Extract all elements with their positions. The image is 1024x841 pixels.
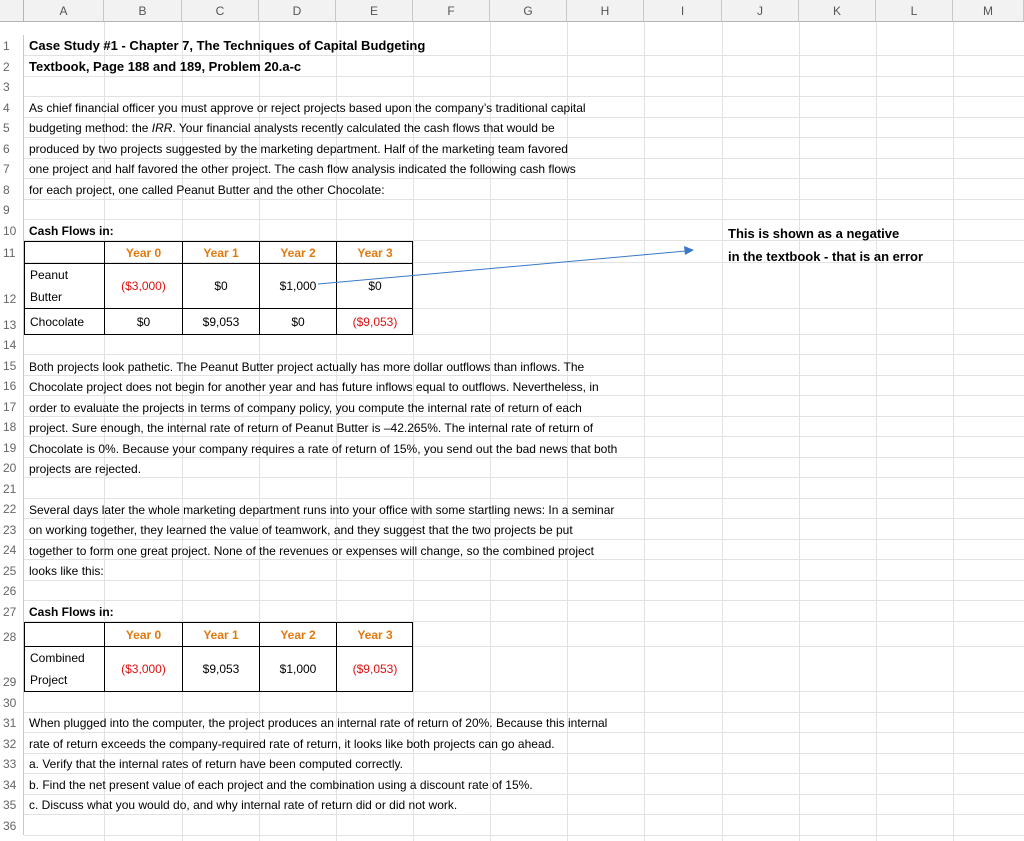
intro-line-3: produced by two projects suggested by the marketing department. Half of the marketing team favored [29, 142, 568, 156]
row-header-6[interactable]: 6 [0, 137, 24, 158]
table1-year-header[interactable]: Year 0 [105, 242, 183, 264]
para2-line-5: Chocolate is 0%. Because your company requires a rate of return of 15%, you send out the bad news that both [29, 442, 618, 456]
row-header-13[interactable]: 13 [0, 308, 24, 334]
row-header-3[interactable]: 3 [0, 76, 24, 96]
textbook-reference: Textbook, Page 188 and 189, Problem 20.a-c [29, 59, 302, 74]
peanut-butter-year2[interactable]: $1,000 [260, 264, 337, 309]
intro-line-5: for each project, one called Peanut Butter and the other Chocolate: [29, 183, 385, 197]
row-header-1[interactable]: 1 [0, 35, 24, 55]
row-header-24[interactable]: 24 [0, 539, 24, 559]
combined-year3[interactable]: ($9,053) [352, 662, 398, 676]
row-header-10[interactable]: 10 [0, 219, 24, 240]
chocolate-year1[interactable]: $9,053 [183, 309, 260, 334]
row-header-19[interactable]: 19 [0, 436, 24, 457]
para4-line-2: rate of return exceeds the company-required rate of return, it looks like both projects can go ahead. [29, 737, 555, 751]
table2-year-header[interactable]: Year 2 [260, 623, 337, 647]
row-header-18[interactable]: 18 [0, 416, 24, 436]
row-header-17[interactable]: 17 [0, 395, 24, 416]
column-header-k[interactable]: K [799, 0, 876, 22]
error-note-line2: in the textbook - that is an error [728, 249, 924, 264]
row-header-32[interactable]: 32 [0, 732, 24, 753]
cash-flow-table-2 [24, 622, 413, 692]
intro-line-2: budgeting method: the IRR. Your financial analysts recently calculated the cash flows that would be [29, 121, 555, 135]
chocolate-year0[interactable]: $0 [105, 309, 183, 334]
para2-line-1: Both projects look pathetic. The Peanut Butter project actually has more dollar outflows than inflows. The [29, 360, 585, 374]
row-header-20[interactable]: 20 [0, 457, 24, 477]
table1-year-header[interactable]: Year 2 [260, 242, 337, 264]
table1-label: Cash Flows in: [29, 224, 114, 238]
error-note-line1: This is shown as a negative [728, 226, 900, 241]
column-header-d[interactable]: D [259, 0, 336, 22]
column-header-f[interactable]: F [413, 0, 490, 22]
row-header-33[interactable]: 33 [0, 753, 24, 773]
peanut-butter-year3[interactable]: $0 [337, 264, 413, 309]
row-header-26[interactable]: 26 [0, 580, 24, 600]
chocolate-year2[interactable]: $0 [260, 309, 337, 334]
row-header-35[interactable]: 35 [0, 794, 24, 814]
combined-project-label-line2: Project [30, 673, 68, 687]
para3-line-1: Several days later the whole marketing department runs into your office with some startling news: In a seminar [29, 503, 615, 517]
combined-year2[interactable]: $1,000 [260, 647, 337, 691]
row-header-4[interactable]: 4 [0, 96, 24, 117]
table2-year-header[interactable]: Year 3 [337, 623, 413, 647]
row-header-16[interactable]: 16 [0, 375, 24, 395]
row-header-27[interactable]: 27 [0, 600, 24, 621]
row-header-34[interactable]: 34 [0, 773, 24, 794]
row-header-11[interactable]: 11 [0, 240, 24, 262]
column-header-a[interactable]: A [24, 0, 104, 22]
table1-year-header[interactable]: Year 3 [337, 242, 413, 264]
column-header-i[interactable]: I [644, 0, 722, 22]
column-header-j[interactable]: J [722, 0, 799, 22]
column-header-b[interactable]: B [104, 0, 182, 22]
para2-line-6: projects are rejected. [29, 462, 142, 476]
peanut-butter-label-line2: Butter [30, 290, 63, 304]
table2-label: Cash Flows in: [29, 605, 114, 619]
row-header-25[interactable]: 25 [0, 559, 24, 580]
para3-line-3: together to form one great project. None of the revenues or expenses will change, so the combined project [29, 544, 594, 558]
table2-year-header[interactable]: Year 1 [183, 623, 260, 647]
intro-line-1: As chief financial officer you must approve or reject projects based upon the company’s traditional capital [29, 101, 586, 115]
row-header-30[interactable]: 30 [0, 691, 24, 712]
para2-line-3: order to evaluate the projects in terms of company policy, you compute the internal rate of return of each [29, 401, 582, 415]
row-header-8[interactable]: 8 [0, 178, 24, 199]
row-header-2[interactable]: 2 [0, 55, 24, 76]
row-header-5[interactable]: 5 [0, 117, 24, 137]
row-header-15[interactable]: 15 [0, 354, 24, 375]
table2-header-empty[interactable] [25, 623, 105, 647]
column-header-l[interactable]: L [876, 0, 953, 22]
question-a: a. Verify that the internal rates of return have been computed correctly. [29, 757, 403, 771]
row-header-7[interactable]: 7 [0, 158, 24, 178]
column-header-h[interactable]: H [567, 0, 644, 22]
peanut-butter-year1[interactable]: $0 [183, 264, 260, 309]
row-header-29[interactable]: 29 [0, 646, 24, 691]
chocolate-year3[interactable]: ($9,053) [352, 314, 398, 329]
para2-line-2: Chocolate project does not begin for another year and has future inflows equal to outflows. Nevertheless, in [29, 380, 599, 394]
row-header-9[interactable]: 9 [0, 199, 24, 219]
row-header-22[interactable]: 22 [0, 498, 24, 518]
combined-year0[interactable]: ($3,000) [105, 647, 183, 691]
row-header-14[interactable]: 14 [0, 334, 24, 354]
combined-year1[interactable]: $9,053 [183, 647, 260, 691]
column-header-c[interactable]: C [182, 0, 259, 22]
table2-year-header[interactable]: Year 0 [105, 623, 183, 647]
row-header-23[interactable]: 23 [0, 518, 24, 539]
combined-project-label-line1: Combined [30, 651, 85, 665]
para4-line-1: When plugged into the computer, the project produces an internal rate of return of 20%. Because this internal [29, 716, 608, 730]
row-header-36[interactable]: 36 [0, 814, 24, 835]
column-header-g[interactable]: G [490, 0, 567, 22]
column-header-e[interactable]: E [336, 0, 413, 22]
table1-year-header[interactable]: Year 1 [183, 242, 260, 264]
question-c: c. Discuss what you would do, and why internal rate of return did or did not work. [29, 798, 458, 812]
case-title: Case Study #1 - Chapter 7, The Techniques of Capital Budgeting [29, 38, 426, 53]
chocolate-label[interactable]: Chocolate [25, 309, 105, 334]
para2-line-4: project. Sure enough, the internal rate of return of Peanut Butter is –42.265%. The internal rate of return of [29, 421, 594, 435]
row-header-21[interactable]: 21 [0, 477, 24, 498]
row-header-31[interactable]: 31 [0, 712, 24, 732]
para3-line-4: looks like this: [29, 564, 104, 578]
column-header-m[interactable]: M [953, 0, 1024, 22]
intro-line-4: one project and half favored the other project. The cash flow analysis indicated the following cash flows [29, 162, 576, 176]
peanut-butter-label-line1: Peanut [30, 268, 69, 282]
row-header-28[interactable]: 28 [0, 621, 24, 646]
row-header-12[interactable]: 12 [0, 262, 24, 308]
combined-project-label[interactable] [25, 647, 105, 691]
peanut-butter-year0[interactable]: ($3,000) [105, 264, 183, 309]
question-b: b. Find the net present value of each project and the combination using a discount rate of 15%. [29, 778, 533, 792]
para3-line-2: on working together, they learned the value of teamwork, and they suggest that the two projects be put [29, 523, 573, 537]
